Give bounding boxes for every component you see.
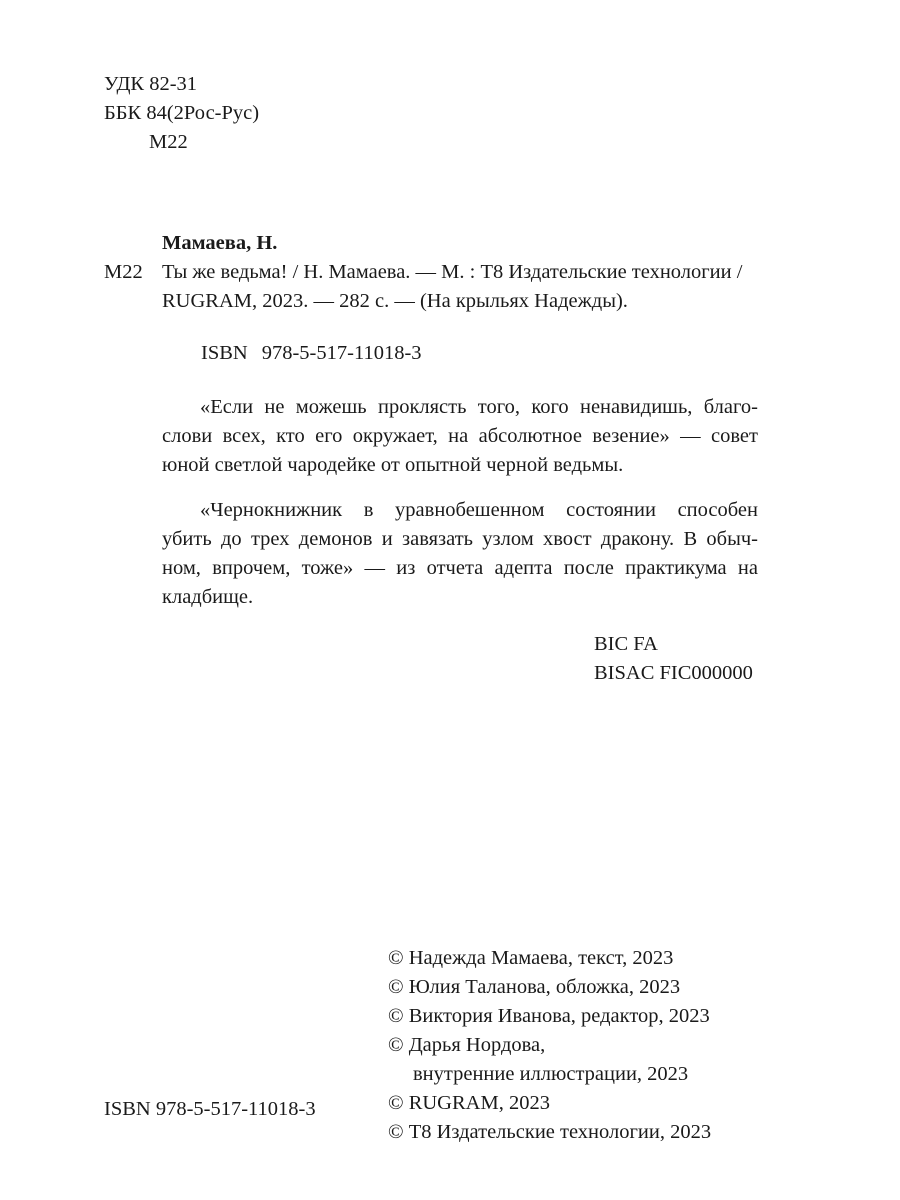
copyright-line: © Дарья Нордова, xyxy=(388,1034,546,1056)
annotation-line: кладбище. xyxy=(162,586,254,608)
record-mark: М22 xyxy=(104,261,143,283)
annotation-paragraph-1 xyxy=(162,393,758,480)
footer-isbn: ISBN 978-5-517-11018-3 xyxy=(104,1098,316,1120)
bibliographic-line: Ты же ведьма! / Н. Мамаева. — М. : Т8 Издательские технологии / xyxy=(162,261,743,283)
copyright-line-continued: внутренние иллюстрации, 2023 xyxy=(413,1063,689,1085)
annotation-line: убить до трех демонов и завязать узлом хвост дракону. В обыч- xyxy=(162,528,758,550)
bic-code: BIC FA xyxy=(594,633,658,655)
annotation-line: «Чернокнижник в уравнобешенном состоянии способен xyxy=(200,499,758,521)
copyright-block xyxy=(388,944,711,1147)
bisac-code: BISAC FIC000000 xyxy=(594,662,753,684)
annotation-line: слови всех, кто его окружает, на абсолютное везение» — совет xyxy=(162,425,758,447)
copyright-line: © RUGRAM, 2023 xyxy=(388,1092,550,1114)
record-isbn xyxy=(201,339,436,368)
record-author: Мамаева, Н. xyxy=(162,232,278,254)
subject-codes xyxy=(594,630,753,688)
annotation-paragraph-2 xyxy=(162,496,758,612)
copyright-line: © Т8 Издательские технологии, 2023 xyxy=(388,1121,712,1143)
annotation-line: «Если не можешь проклясть того, кого ненавидишь, благо- xyxy=(200,396,758,418)
udk-code: УДК 82-31 xyxy=(104,73,198,95)
annotation-line: юной светлой чародейке от опытной черной ведьмы. xyxy=(162,454,624,476)
copyright-line: © Юлия Таланова, обложка, 2023 xyxy=(388,976,681,998)
bibliographic-description xyxy=(162,258,742,316)
annotation-line: ном, впрочем, тоже» — из отчета адепта после практикума на xyxy=(162,557,758,579)
bibliographic-line: RUGRAM, 2023. — 282 с. — (На крыльях Надежды). xyxy=(162,290,628,312)
classification-block xyxy=(104,70,259,157)
copyright-line: © Виктория Иванова, редактор, 2023 xyxy=(388,1005,710,1027)
isbn-value: 978-5-517-11018-3 xyxy=(261,342,422,364)
copyright-line: © Надежда Мамаева, текст, 2023 xyxy=(388,947,674,969)
author-mark: М22 xyxy=(149,131,188,153)
isbn-label: ISBN xyxy=(201,342,248,364)
bbk-code: ББК 84(2Рос-Рус) xyxy=(104,102,260,124)
